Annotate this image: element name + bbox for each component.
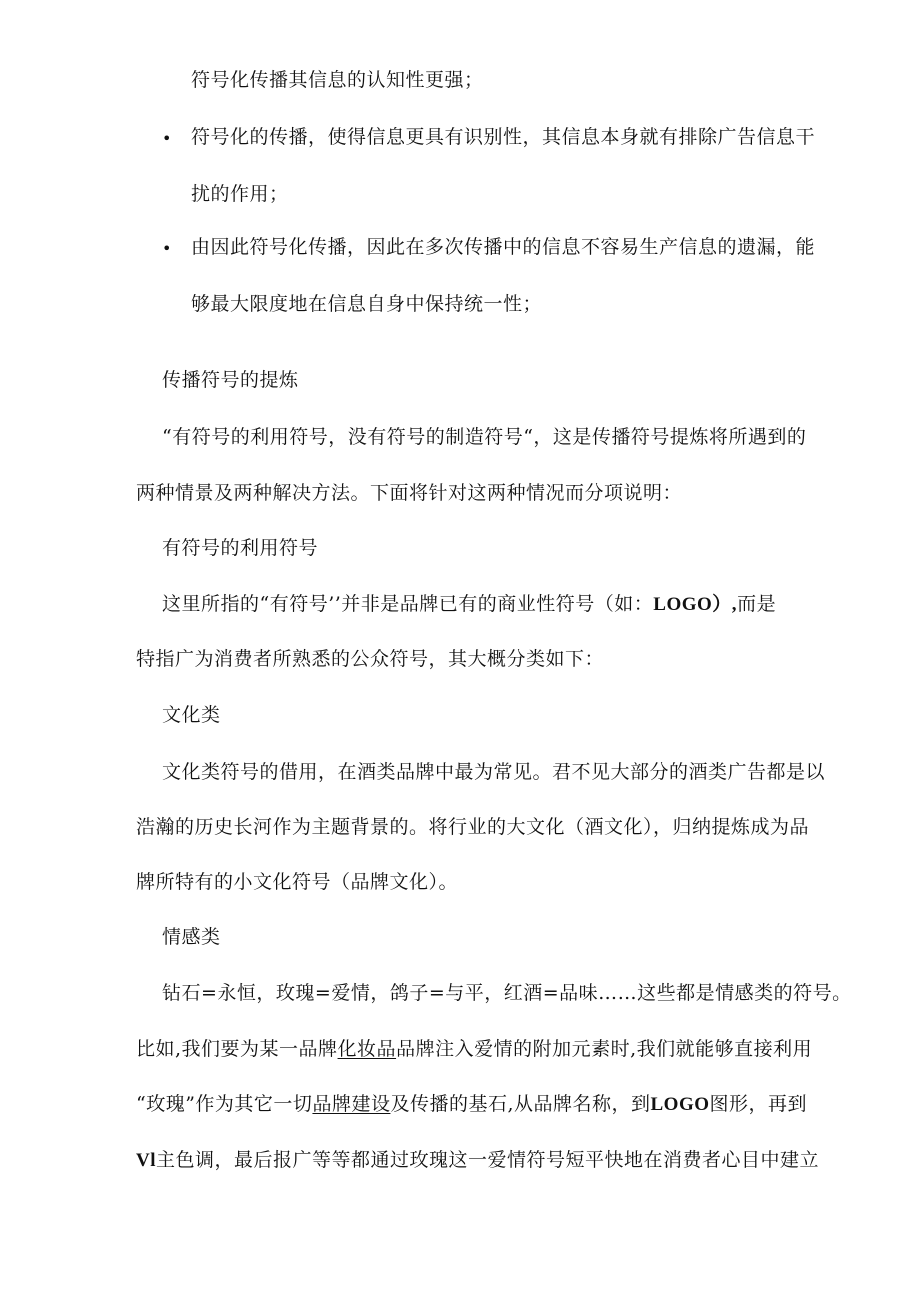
text-run-bold: Vl [136,1150,156,1171]
text-run: 这里所指的“有符号’’并非是品牌已有的商业性符号（如： [162,593,654,615]
text-run-bold: LOGO）, [653,594,738,615]
cosmetics-link[interactable]: 化妆品 [337,1038,397,1060]
paragraph-line: 牌所特有的小文化符号（品牌文化）。 [136,871,459,893]
bullet-item-line: 由因此符号化传播，因此在多次传播中的信息不容易生产信息的遗漏，能 [191,236,816,258]
brand-building-link[interactable]: 品牌建设 [312,1093,391,1115]
paragraph-line [136,1092,807,1117]
paragraph-line: 文化类符号的借用，在酒类品牌中最为常见。君不见大部分的酒类广告都是以 [162,761,826,783]
text-run: 比如,我们要为某一品牌 [136,1038,338,1060]
text-run: 主色调，最后报广等等都通过玫瑰这一爱情符号短平快地在消费者心目中建立 [156,1149,820,1171]
bullet-item-line: 够最大限度地在信息自身中保持统一性； [191,293,543,315]
paragraph-line: “有符号的利用符号，没有符号的制造符号“，这是传播符号提炼将所遇到的 [162,426,807,448]
paragraph-line [136,1148,819,1173]
paragraph-line [136,1037,812,1061]
subsection-heading: 有符号的利用符号 [162,537,319,559]
text-run: 品牌注入爱情的附加元素时,我们就能够直接利用 [396,1038,813,1060]
text-run: “玫瑰”作为其它一切 [136,1093,313,1115]
paragraph-line: 两种情景及两种解决方法。下面将针对这两种情况而分项说明： [136,482,683,504]
bullet-item-line: 扰的作用； [191,183,289,205]
text-run: 及传播的基石,从品牌名称，到 [390,1093,651,1115]
bullet-marker: • [162,129,172,148]
text-run: 图形，再到 [709,1093,808,1115]
category-heading: 情感类 [162,926,221,948]
paragraph-line: 钻石=永恒，玫瑰=爱情，鸽子=与平，红酒=品味……这些都是情感类的符号。 [162,982,852,1004]
paragraph-line: 符号化传播其信息的认知性更强； [191,69,484,91]
text-run-bold: LOGO [650,1094,710,1115]
bullet-marker: • [162,239,172,258]
paragraph-line: 特指广为消费者所熟悉的公众符号，其大概分类如下： [136,648,605,670]
bullet-item-line: 符号化的传播，使得信息更具有识别性，其信息本身就有排除广告信息干 [191,126,816,148]
section-heading: 传播符号的提炼 [162,369,299,391]
paragraph-line [162,592,776,617]
category-heading: 文化类 [162,704,221,726]
text-run: 而是 [737,593,777,615]
paragraph-line: 浩瀚的历史长河作为主题背景的。将行业的大文化（酒文化），归纳提炼成为品 [136,816,810,838]
